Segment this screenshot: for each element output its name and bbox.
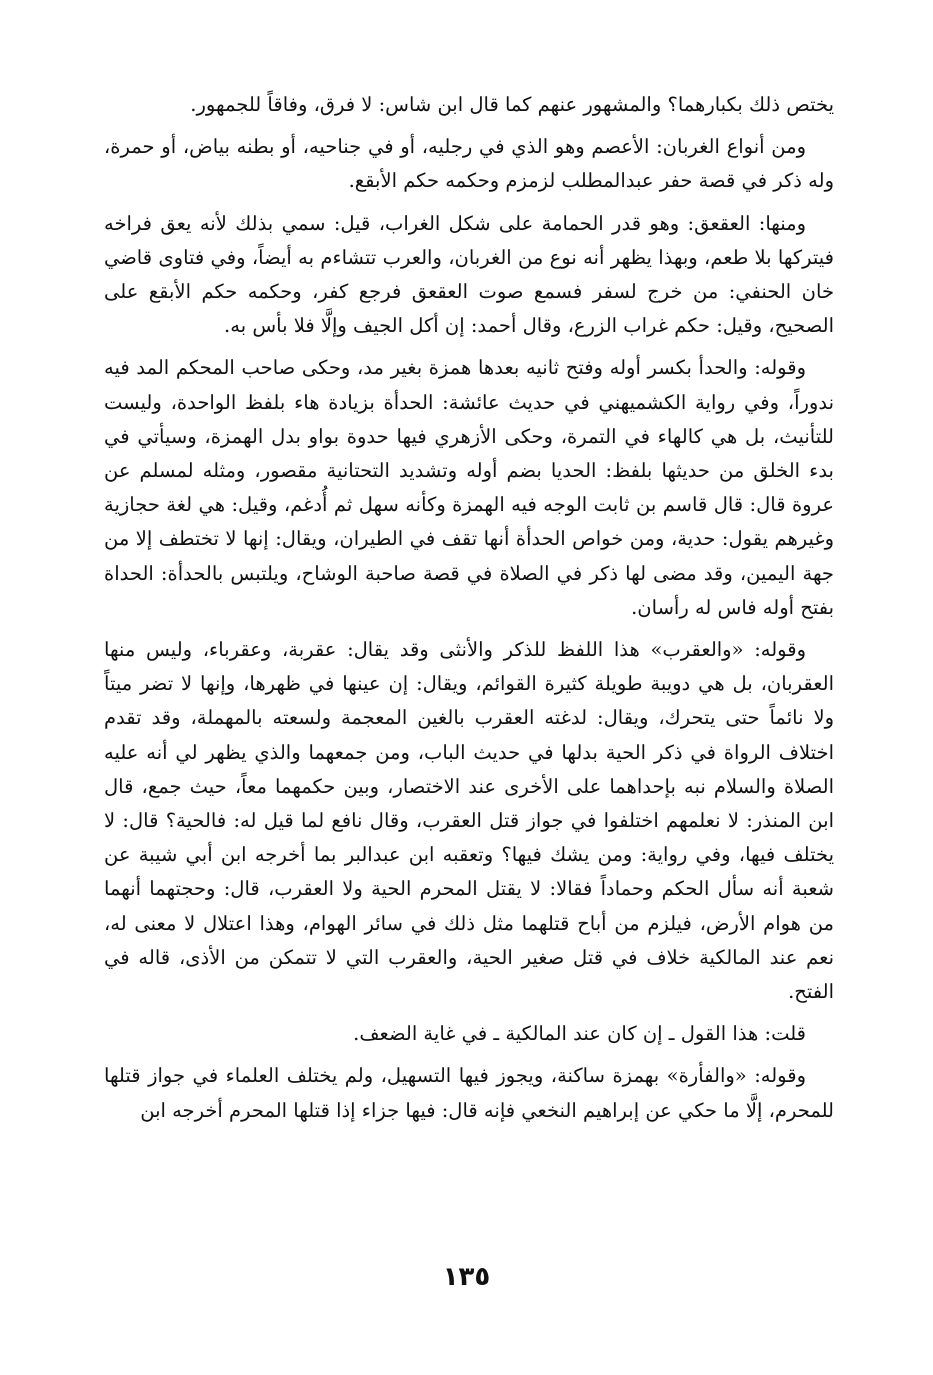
paragraph: وقوله: والحدأ بكسر أوله وفتح ثانيه بعدها همزة بغير مد، وحكى صاحب المحكم المد فيه ندوراً، وفي رواية الكشميهني في حديث عائشة: الحدأة بزيادة هاء بلفظ الواحدة، وليست للتأنيث، بل هي كالهاء في التمرة، وحكى الأزهري فيها حدوة بواو بدل الهمزة، وسيأتي في بدء الخلق من حديثها بلفظ: الحديا بضم أوله وتشديد التحتانية مقصور، ومثله لمسلم عن عروة قال: قال قاسم بن ثابت الوجه فيه الهمزة وكأنه سهل ثم أُدغم، وقيل: هي لغة حجازية وغيرهم يقول: حدية، ومن خواص الحدأة أنها تقف في الطيران، ويقال: إنها لا تختطف إلا من جهة اليمين، وقد مضى لها ذكر في الصلاة في قصة صاحبة الوشاح، ويلتبس بالحدأة: الحداة بفتح أوله فاس له رأسان. [104,356,834,619]
paragraph: قلت: هذا القول ـ إن كان عند المالكية ـ في غاية الضعف. [353,1022,806,1046]
paragraph: وقوله: «والفأرة» بهمزة ساكنة، ويجوز فيها التسهيل، ولم يختلف العلماء في جواز قتلها للمحرم، إلَّا ما حكي عن إبراهيم النخعي فإنه قال: فيها جزاء إذا قتلها المحرم أخرجه ابن [104,1064,834,1122]
page-number: ١٣٥ [442,1262,491,1292]
paragraph: ومنها: العقعق: وهو قدر الحمامة على شكل الغراب، قيل: سمي بذلك لأنه يعق فراخه فيتركها بلا طعم، وبهذا يظهر أنه نوع من الغربان، والعرب تتشاءم به أيضاً، وفي فتاوى قاضي خان الحنفي: من خرج لسفر فسمع صوت العقعق فرجع كفر، وحكمه حكم الأبقع على الصحيح، وقيل: حكم غراب الزرع، وقال أحمد: إن أكل الجيف وإلَّا فلا بأس به. [104,211,834,338]
body-text [104,88,834,1136]
paragraph: ومن أنواع الغربان: الأعصم وهو الذي في رجليه، أو في جناحيه، أو بطنه بياض، أو حمرة، وله ذكر في قصة حفر عبدالمطلب لزمزم وحكمه حكم الأبقع. [104,135,834,193]
paragraph: وقوله: «والعقرب» هذا اللفظ للذكر والأنثى وقد يقال: عقربة، وعقرباء، وليس منها العقربان، بل هي دويبة طويلة كثيرة القوائم، ويقال: إن عينها في ظهرها، وإنها لا تضر ميتاً ولا نائماً حتى يتحرك، ويقال: لدغته العقرب بالغين المعجمة ولسعته بالمهملة، وقد تقدم اختلاف الرواة في ذكر الحية بدلها في حديث الباب، ومن جمعهما والذي يظهر لي أنه عليه الصلاة والسلام نبه بإحداهما على الأخرى عند الاختصار، وبين حكمهما معاً، حيث جمع، قال ابن المنذر: لا نعلمهم اختلفوا في جواز قتل العقرب، وقال نافع لما قيل له: فالحية؟ قال: لا يختلف فيها، وفي رواية: ومن يشك فيها؟ وتعقبه ابن عبدالبر بما أخرجه ابن أبي شيبة عن شعبة أنه سأل الحكم وحماداً فقالا: لا يقتل المحرم الحية ولا العقرب، قال: وحجتهما أنهما من هوام الأرض، فيلزم من أباح قتلهما مثل ذلك في سائر الهوام، وهذا اعتلال لا معنى له، نعم عند المالكية خلاف في قتل صغير الحية، والعقرب التي لا تتمكن من الأذى، قاله في الفتح. [104,638,834,1004]
paragraph: يختص ذلك بكبارهما؟ والمشهور عنهم كما قال ابن شاس: لا فرق، وفاقاً للجمهور. [190,93,834,116]
